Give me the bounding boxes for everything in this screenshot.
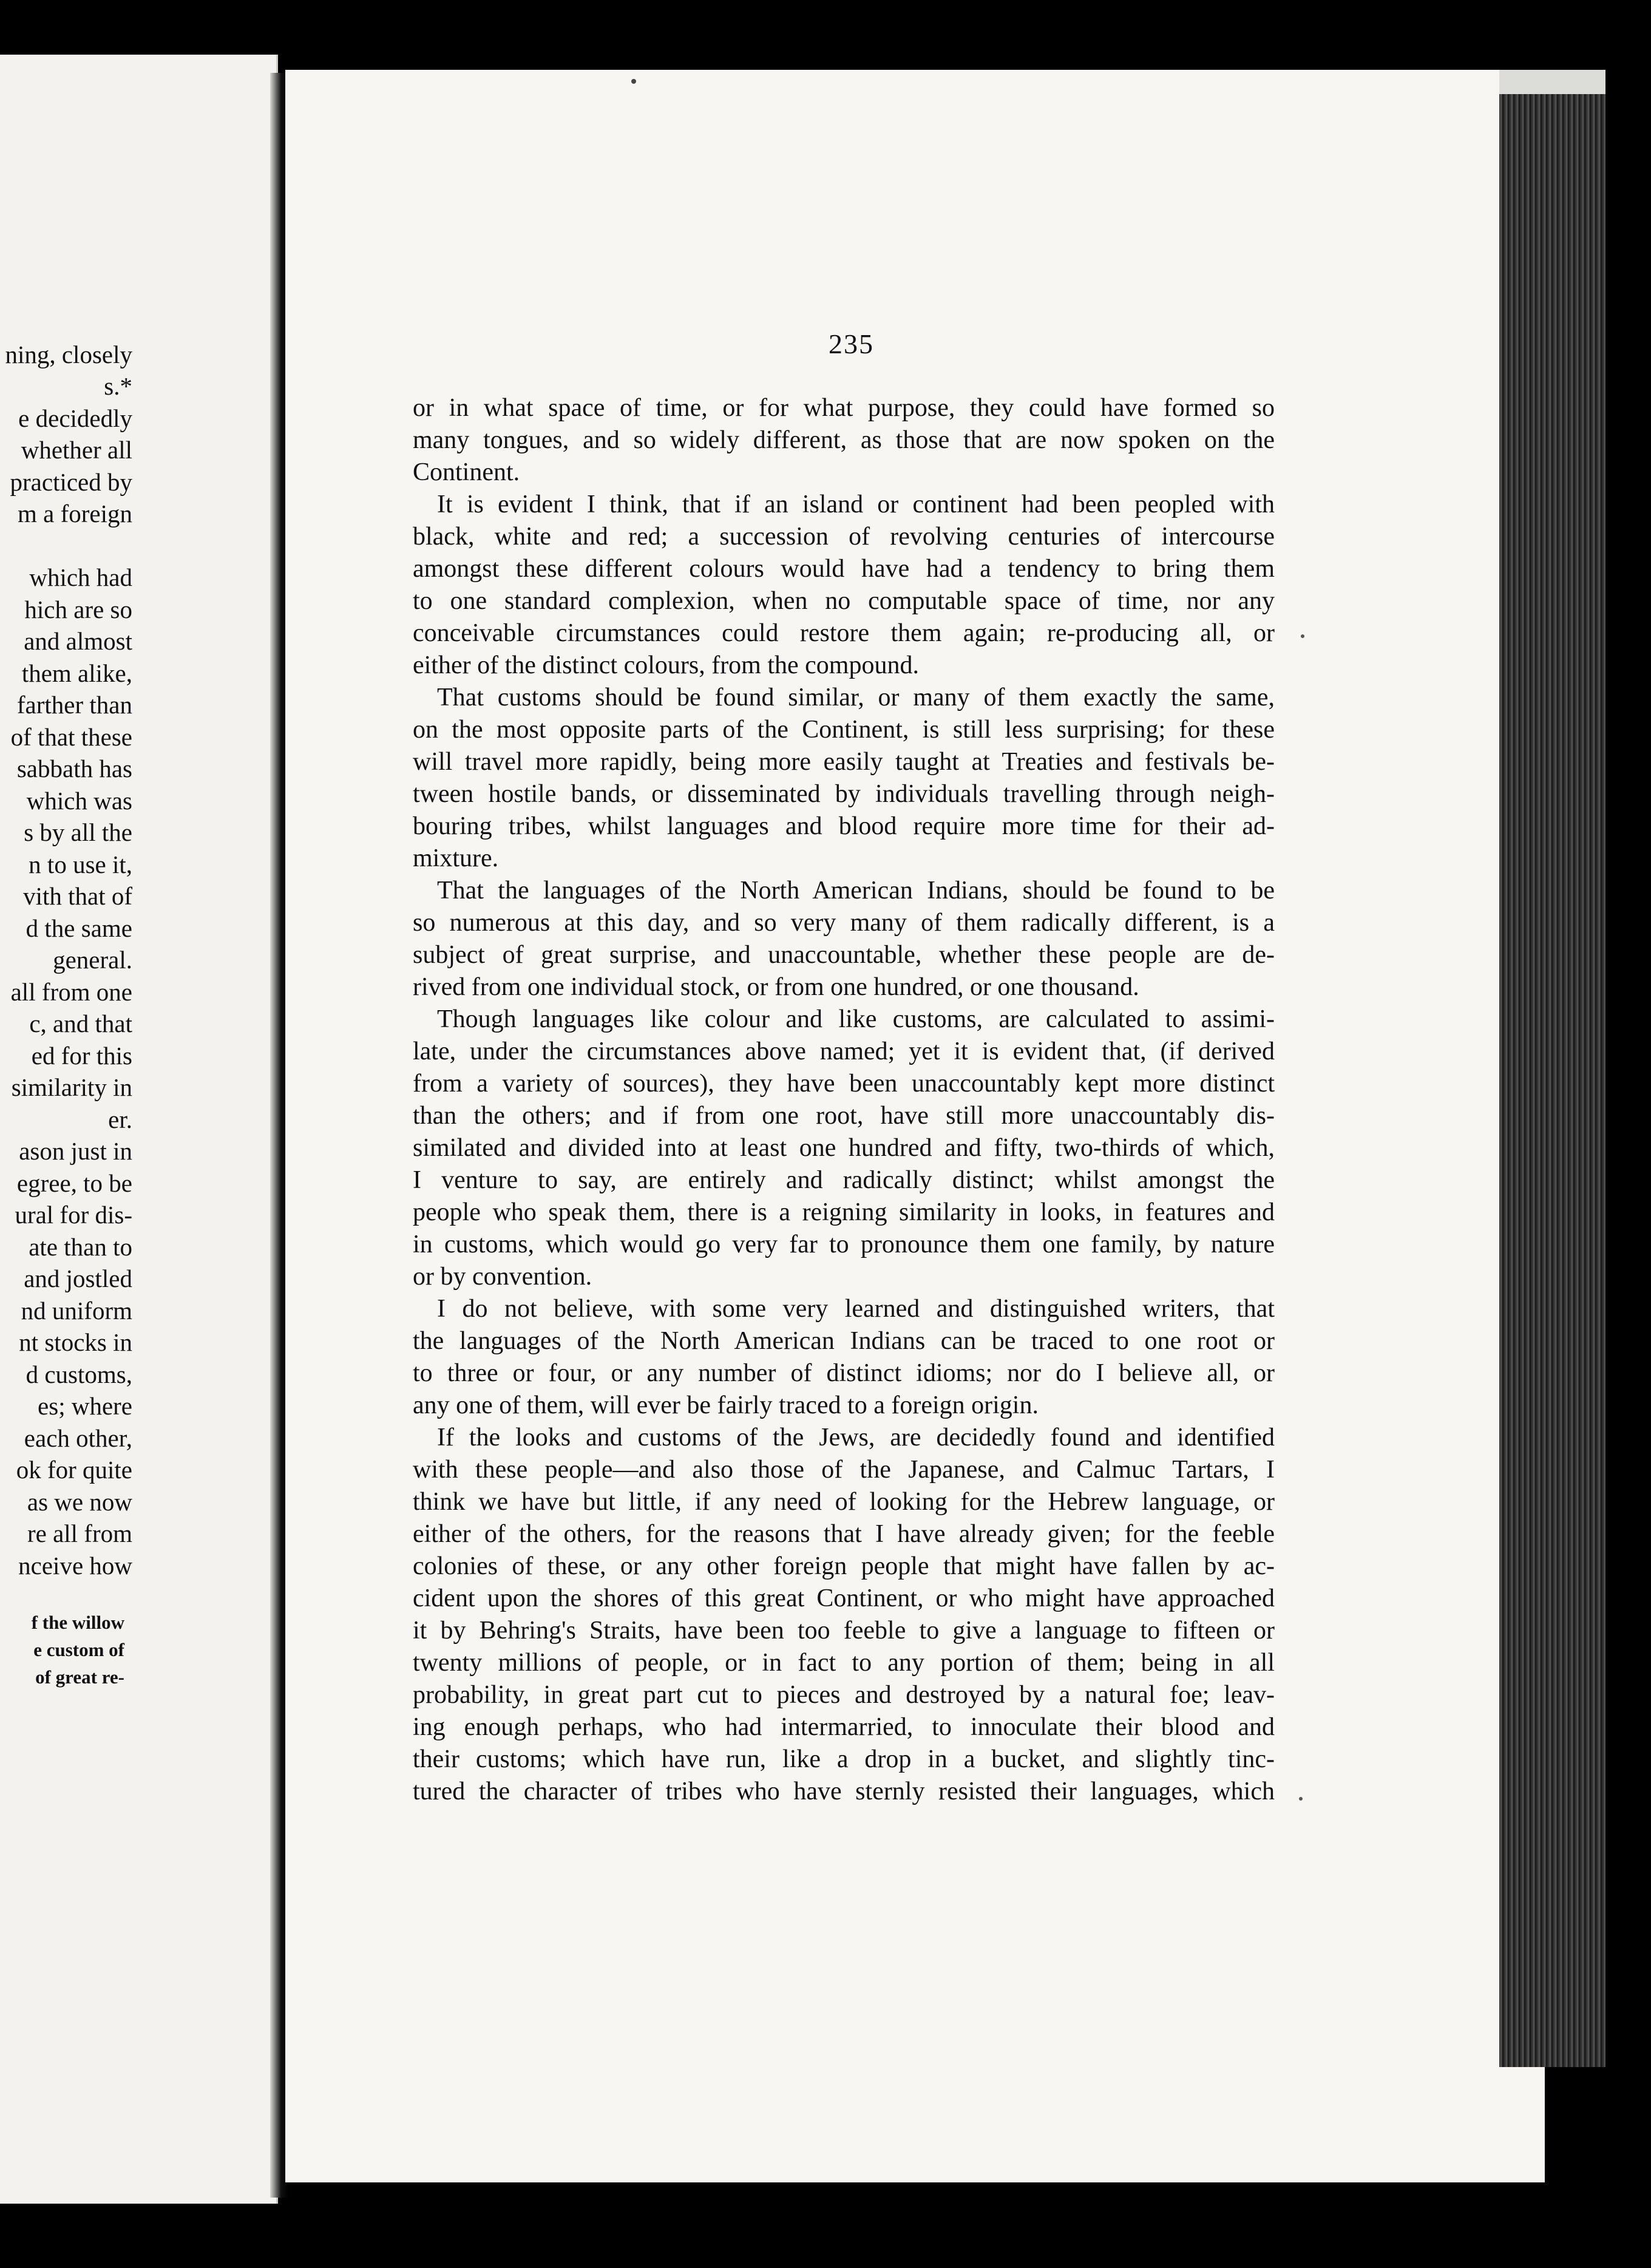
text-line: will travel more rapidly, being more easily taught at Treaties and festivals be- <box>413 748 1275 776</box>
facing-page-line: and jostled <box>24 1265 132 1292</box>
text-line: subject of great surprise, and unaccountable, whether these people are de- <box>413 941 1275 969</box>
facing-page-line: e decidedly <box>18 404 132 432</box>
text-line: conceivable circumstances could restore them again; re-producing all, or <box>413 619 1275 647</box>
facing-page-line: nceive how <box>18 1552 132 1580</box>
page-edges <box>1499 76 1605 2067</box>
facing-page-line: practiced by <box>10 468 132 496</box>
text-line: their customs; which have run, like a drop in a bucket, and slightly tinc- <box>413 1745 1275 1773</box>
text-line: any one of them, will ever be fairly traced to a foreign origin. <box>413 1391 1039 1419</box>
facing-page-line: nd uniform <box>21 1297 132 1325</box>
text-line: either of the distinct colours, from the compound. <box>413 651 919 679</box>
text-line: It is evident I think, that if an island or continent had been peopled with <box>437 491 1275 518</box>
text-line: Though languages like colour and like customs, are calculated to assimi- <box>437 1005 1275 1033</box>
text-line: tured the character of tribes who have sternly resisted their languages, which <box>413 1777 1275 1805</box>
facing-page-line: each other, <box>24 1424 132 1452</box>
text-line: That the languages of the North American Indians, should be found to be <box>437 877 1275 905</box>
text-line: either of the others, for the reasons that I have already given; for the feeble <box>413 1520 1275 1548</box>
text-line: twenty millions of people, or in fact to any portion of them; being in all <box>413 1649 1275 1677</box>
text-line: with these people—and also those of the Japanese, and Calmuc Tartars, I <box>413 1456 1275 1484</box>
facing-page-line: egree, to be <box>16 1169 132 1197</box>
text-line: amongst these different colours would have had a tendency to bring them <box>413 555 1275 583</box>
facing-page-line: ning, closely <box>5 341 132 368</box>
text-line: people who speak them, there is a reigning similarity in looks, in features and <box>413 1198 1275 1226</box>
text-line: tween hostile bands, or disseminated by individuals travelling through neigh- <box>413 780 1275 808</box>
text-line: mixture. <box>413 844 499 872</box>
text-line: from a variety of sources), they have been unaccountably kept more distinct <box>413 1070 1275 1098</box>
facing-page-line: d customs, <box>25 1360 132 1388</box>
facing-page-line: them alike, <box>21 659 132 687</box>
text-line: than the others; and if from one root, have still more unaccountably dis- <box>413 1102 1275 1130</box>
text-line: think we have but little, if any need of looking for the Hebrew language, or <box>413 1488 1275 1516</box>
facing-page-line: general. <box>53 946 132 974</box>
text-line: many tongues, and so widely different, as those that are now spoken on the <box>413 426 1275 454</box>
text-line: or in what space of time, or for what purpose, they could have formed so <box>413 394 1275 422</box>
text-line: to three or four, or any number of distinct idioms; nor do I believe all, or <box>413 1359 1275 1387</box>
text-line: so numerous at this day, and so very many of them radically different, is a <box>413 909 1275 937</box>
text-line: cident upon the shores of this great Continent, or who might have approached <box>413 1584 1275 1612</box>
facing-page-line: all from one <box>10 978 132 1006</box>
facing-page-line: c, and that <box>29 1010 132 1037</box>
text-line: or by convention. <box>413 1263 592 1291</box>
dust-speck <box>1299 1797 1303 1801</box>
facing-page-line: es; where <box>38 1392 132 1420</box>
facing-page-line: re all from <box>27 1519 132 1547</box>
facing-page-line: n to use it, <box>29 850 132 878</box>
facing-page-line: nt stocks in <box>19 1328 132 1356</box>
facing-page-footnote: e custom of <box>33 1639 124 1660</box>
facing-page-line: sabbath has <box>16 755 132 783</box>
text-line: ing enough perhaps, who had intermarried, to innoculate their blood and <box>413 1713 1275 1741</box>
text-line: That customs should be found similar, or many of them exactly the same, <box>437 684 1275 711</box>
facing-page-line: d the same <box>25 914 132 942</box>
text-line: in customs, which would go very far to pronounce them one family, by nature <box>413 1231 1275 1258</box>
facing-page-line: farther than <box>16 691 132 719</box>
text-line: colonies of these, or any other foreign people that might have fallen by ac- <box>413 1552 1275 1580</box>
text-line: similated and divided into at least one hundred and fifty, two-thirds of which, <box>413 1134 1275 1162</box>
text-line: Continent. <box>413 458 520 486</box>
facing-page-line: which had <box>29 563 132 591</box>
facing-page-line: of that these <box>10 723 132 751</box>
facing-page-line: s.* <box>104 372 132 400</box>
text-line: on the most opposite parts of the Continent, is still less surprising; for these <box>413 716 1275 744</box>
text-line: bouring tribes, whilst languages and blood require more time for their ad- <box>413 812 1275 840</box>
text-line: it by Behring's Straits, have been too feeble to give a language to fifteen or <box>413 1617 1275 1645</box>
facing-page-line: m a foreign <box>18 500 132 528</box>
facing-page-line: ok for quite <box>16 1456 132 1484</box>
facing-page-line: er. <box>108 1105 132 1133</box>
dust-speck <box>1301 634 1304 638</box>
facing-page-line: vith that of <box>23 882 132 910</box>
facing-page-line: s by all the <box>24 818 132 846</box>
facing-page-line: ural for dis- <box>15 1201 132 1229</box>
facing-page-line: as we now <box>27 1488 132 1516</box>
facing-page-line: hich are so <box>24 596 132 623</box>
text-line: probability, in great part cut to pieces and destroyed by a natural foe; leav- <box>413 1681 1275 1709</box>
body-text <box>413 392 1275 1808</box>
text-line: rived from one individual stock, or from one hundred, or one thousand. <box>413 973 1139 1001</box>
facing-page-line: similarity in <box>11 1073 132 1101</box>
facing-page-footnote: f the willow <box>31 1612 124 1633</box>
facing-page-line: ed for this <box>31 1042 132 1070</box>
text-line: black, white and red; a succession of revolving centuries of intercourse <box>413 523 1275 551</box>
text-line: I venture to say, are entirely and radically distinct; whilst amongst the <box>413 1166 1275 1194</box>
text-line: late, under the circumstances above named; yet it is evident that, (if derived <box>413 1037 1275 1065</box>
facing-page-line: whether all <box>21 436 132 464</box>
text-line: If the looks and customs of the Jews, are decidedly found and identified <box>437 1424 1275 1451</box>
facing-page <box>0 55 278 2204</box>
text-line: to one standard complexion, when no computable space of time, nor any <box>413 587 1275 615</box>
page-edges-top <box>1499 70 1605 94</box>
facing-page-footnote: of great re- <box>35 1666 124 1688</box>
page-number: 235 <box>829 328 874 359</box>
dust-speck <box>631 79 636 84</box>
text-line: the languages of the North American Indians can be traced to one root or <box>413 1327 1275 1355</box>
text-line: I do not believe, with some very learned and distinguished writers, that <box>437 1295 1275 1323</box>
facing-page-line: ason just in <box>19 1137 132 1165</box>
facing-page-line: which was <box>26 787 132 815</box>
facing-page-line: ate than to <box>29 1233 132 1261</box>
facing-page-line: and almost <box>24 627 132 655</box>
